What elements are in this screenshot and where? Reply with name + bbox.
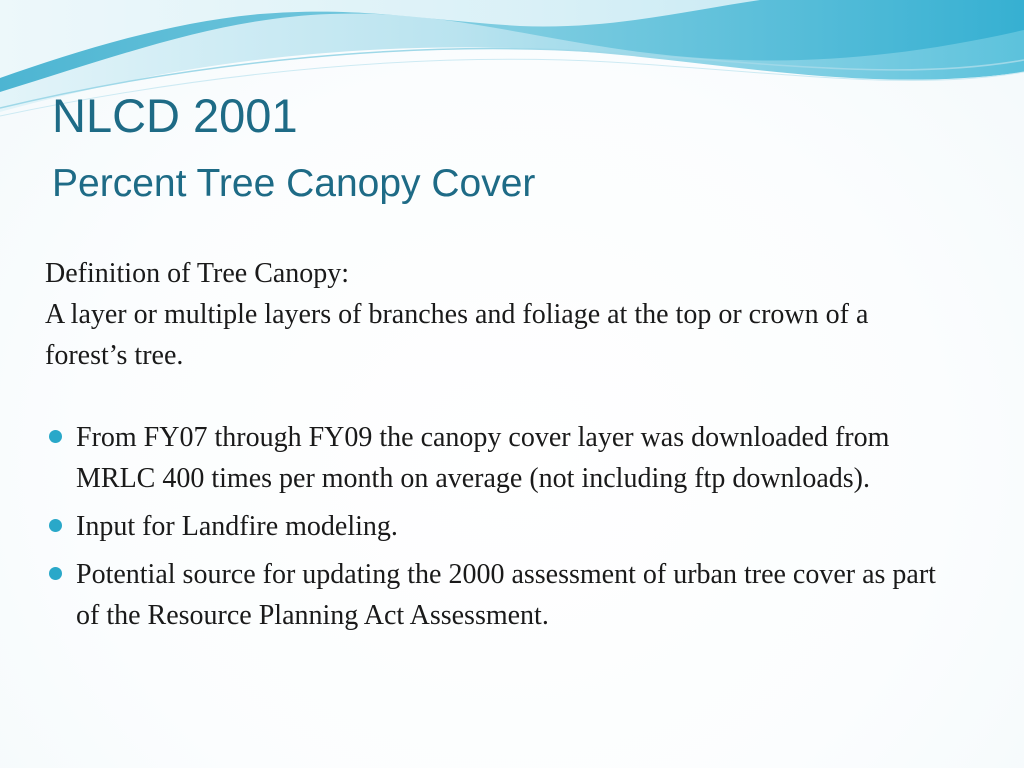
bullet-item <box>45 417 965 499</box>
bullet-dot-icon <box>49 430 62 443</box>
bullet-item <box>45 554 965 636</box>
slide-title <box>52 89 536 205</box>
bullet-dot-icon <box>49 567 62 580</box>
bullet-list <box>45 417 965 643</box>
definition-block <box>45 253 945 376</box>
title-subtitle: Percent Tree Canopy Cover <box>52 162 536 205</box>
definition-text: A layer or multiple layers of branches and foliage at the top or crown of a forest’s tree. <box>45 299 869 371</box>
bullet-text: From FY07 through FY09 the canopy cover layer was downloaded from MRLC 400 times per month on average (not including ftp downloads). <box>76 422 890 494</box>
title-main: NLCD 2001 <box>52 89 298 142</box>
bullet-text: Input for Landfire modeling. <box>76 511 398 542</box>
bullet-item <box>45 506 965 547</box>
definition-heading: Definition of Tree Canopy: <box>45 258 350 289</box>
bullet-dot-icon <box>49 519 62 532</box>
bullet-text: Potential source for updating the 2000 assessment of urban tree cover as part of the Resource Planning Act Assessment. <box>76 559 936 631</box>
